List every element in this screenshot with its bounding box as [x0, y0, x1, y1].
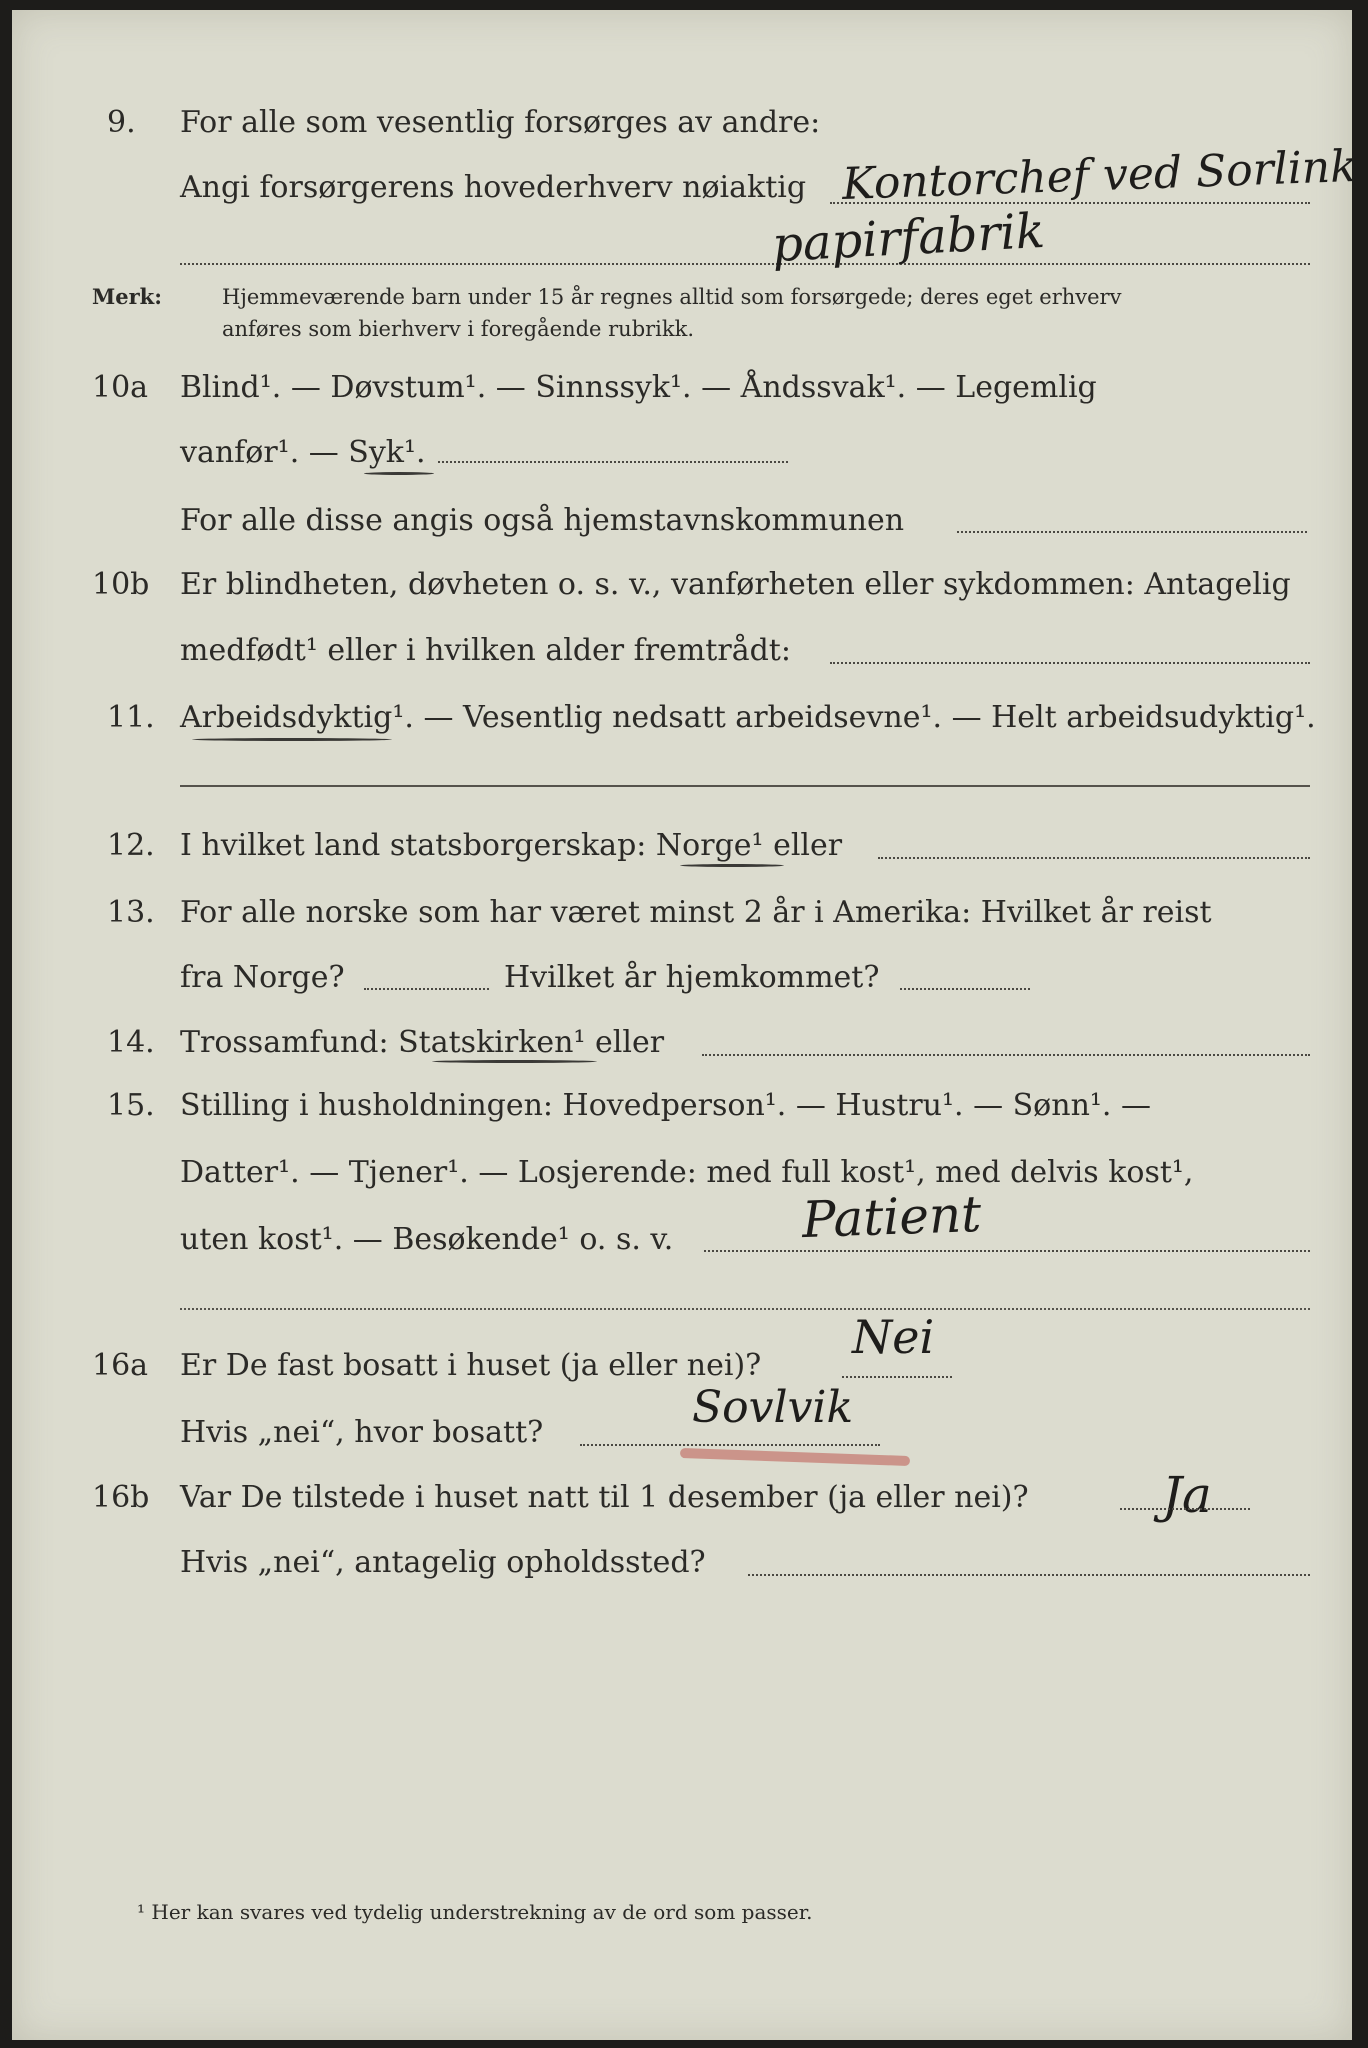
- q15-handwritten-answer: Patient: [801, 1184, 983, 1250]
- q16b-number: 16b: [92, 1480, 150, 1515]
- q10b-answer-line: [830, 662, 1310, 664]
- q16b-handwritten-answer1: Ja: [1162, 1466, 1212, 1524]
- q9-handwritten-answer-b: papirfabrik: [770, 202, 1047, 274]
- q16a-answer1-line: [842, 1376, 952, 1378]
- merk-label: Merk:: [92, 284, 162, 309]
- q13-line1: For alle norske som har været minst 2 år i Amerika: Hvilket år reist: [180, 895, 1212, 930]
- q12-line1: I hvilket land statsborgerskap: Norge¹ eller: [180, 828, 843, 863]
- q16a-line1: Er De fast bosatt i huset (ja eller nei)?: [180, 1348, 762, 1383]
- q9-handwritten-answer-a: Kontorchef ved Sorlink: [841, 141, 1358, 210]
- q14-number: 14.: [107, 1025, 155, 1060]
- q16b-line2: Hvis „nei“, antagelig opholdssted?: [180, 1545, 706, 1580]
- q16a-handwritten-answer2: Sovlvik: [692, 1382, 854, 1433]
- merk-line1: Hjemmeværende barn under 15 år regnes alltid som forsørgede; deres eget erhverv: [222, 285, 1122, 309]
- q11-arbeidsdyktig-underline: [192, 738, 392, 741]
- q14-line1: Trossamfund: Statskirken¹ eller: [180, 1025, 665, 1060]
- q12-number: 12.: [107, 828, 155, 863]
- q15-answer-line: [704, 1250, 1310, 1252]
- q10a-line1: Blind¹. — Døvstum¹. — Sinnssyk¹. — Åndssvak¹. — Legemlig: [180, 370, 1097, 405]
- q16a-answer2-line: [580, 1444, 880, 1446]
- merk-line2: anføres som bierhverv i foregående rubrikk.: [222, 317, 695, 341]
- q11-line1: Arbeidsdyktig¹. — Vesentlig nedsatt arbeidsevne¹. — Helt arbeidsudyktig¹.: [180, 700, 1316, 735]
- q15-line1: Stilling i husholdningen: Hovedperson¹. — Hustru¹. — Sønn¹. —: [180, 1088, 1151, 1123]
- q10a-number: 10a: [92, 370, 149, 405]
- q15-line2: Datter¹. — Tjener¹. — Losjerende: med full kost¹, med delvis kost¹,: [180, 1155, 1194, 1190]
- q9-number: 9.: [107, 105, 136, 140]
- q16b-line1: Var De tilstede i huset natt til 1 desember (ja eller nei)?: [180, 1480, 1029, 1515]
- q9-answer-line2: [180, 263, 1310, 265]
- q10b-number: 10b: [92, 567, 150, 602]
- q12-norge-underline: [680, 864, 784, 867]
- q10a-line3: For alle disse angis også hjemstavnskommunen: [180, 503, 905, 538]
- q16a-red-pencil-underline: [680, 1448, 910, 1466]
- q10a-syk-underline: [364, 472, 434, 475]
- q10b-line2: medfødt¹ eller i hvilken alder fremtrådt:: [180, 633, 791, 668]
- q10b-line1: Er blindheten, døvheten o. s. v., vanførheten eller sykdommen: Antagelig: [180, 567, 1291, 602]
- footnote: ¹ Her kan svares ved tydelig understrekning av de ord som passer.: [137, 1900, 813, 1924]
- q11-number: 11.: [107, 700, 155, 735]
- q10a-line2: vanfør¹. — Syk¹.: [180, 435, 426, 470]
- q10a-answer-line: [438, 461, 788, 463]
- q9-line1: For alle som vesentlig forsørges av andre:: [180, 105, 821, 140]
- q16a-handwritten-answer1: Nei: [852, 1310, 935, 1364]
- q16b-answer1-line: [1120, 1508, 1250, 1510]
- q11-answer-line: [180, 785, 1310, 787]
- q12-answer-line: [878, 857, 1310, 859]
- q10a-hjemstavn-line: [957, 531, 1307, 533]
- q13-reist-line: [364, 988, 489, 990]
- q16b-answer2-line: [748, 1574, 1310, 1576]
- q13-line2b: Hvilket år hjemkommet?: [504, 960, 880, 995]
- q15-line3: uten kost¹. — Besøkende¹ o. s. v.: [180, 1222, 674, 1257]
- q16a-number: 16a: [92, 1348, 149, 1383]
- q13-hjemkommet-line: [900, 988, 1030, 990]
- q15-number: 15.: [107, 1088, 155, 1123]
- q16a-line2: Hvis „nei“, hvor bosatt?: [180, 1415, 544, 1450]
- q9-line2: Angi forsørgerens hovederhverv nøiaktig: [180, 170, 807, 205]
- q13-line2a: fra Norge?: [180, 960, 345, 995]
- q13-number: 13.: [107, 895, 155, 930]
- q14-statskirken-underline: [432, 1060, 597, 1063]
- q14-answer-line: [702, 1054, 1310, 1056]
- q15-extra-line: [180, 1308, 1310, 1310]
- census-form-page: [12, 10, 1358, 2040]
